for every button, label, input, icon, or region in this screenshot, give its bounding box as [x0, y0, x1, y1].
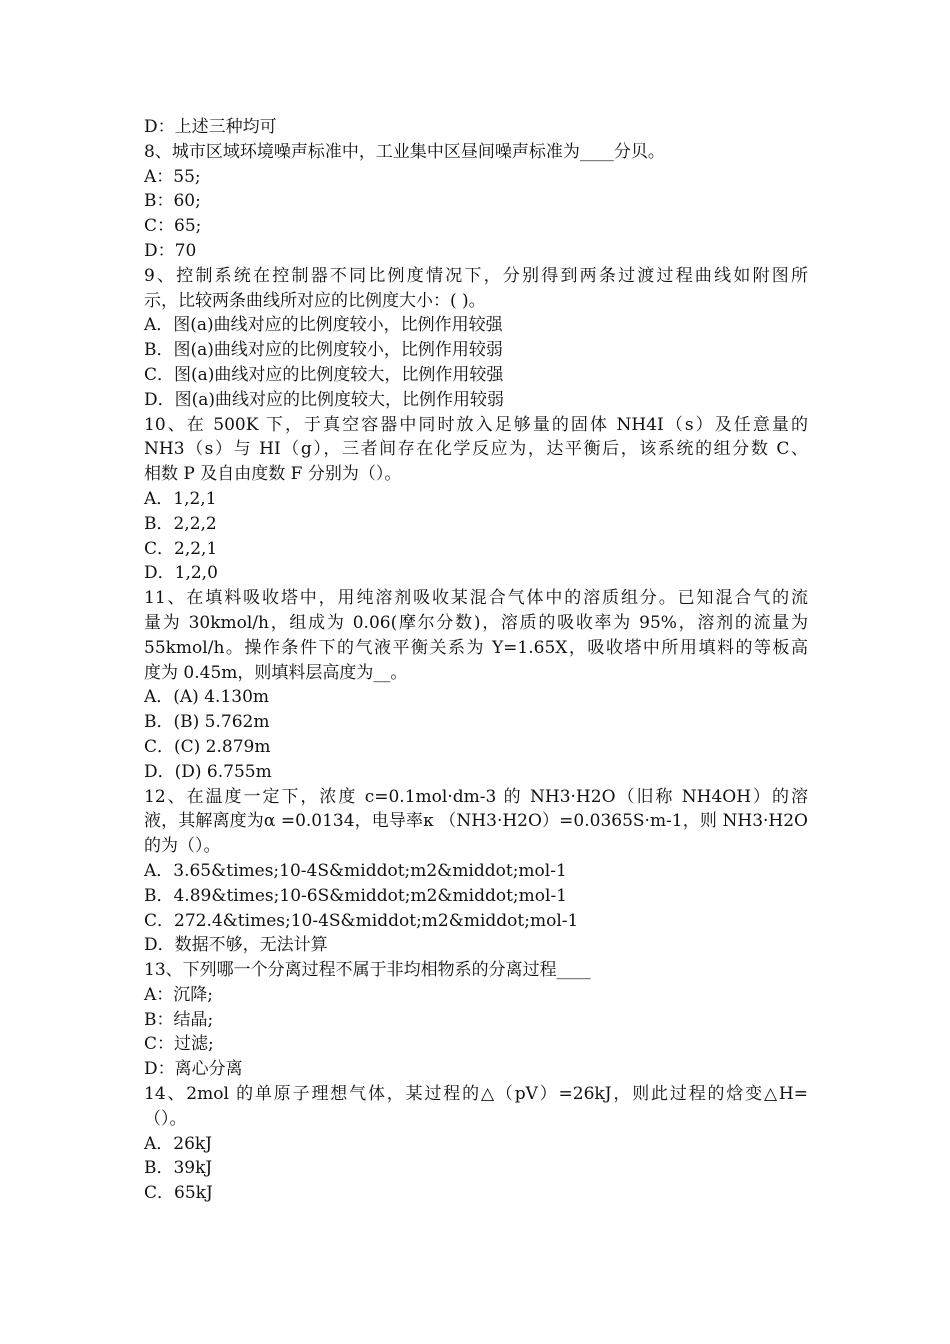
- answer-option-a: A：沉降;: [144, 984, 214, 1005]
- answer-option-c: C．(C) 2.879m: [144, 736, 271, 757]
- answer-option-d: D．1,2,0: [144, 563, 218, 584]
- question-12-line-2: 液，其解离度为α =0.0134，电导率κ （NH3·H2O）=0.0365S·m-1，则 NH3·H2O: [144, 811, 808, 832]
- answer-option-b: B：结晶;: [144, 1009, 214, 1030]
- answer-option-c: C：65;: [144, 216, 202, 237]
- question-9-line-2: 示，比较两条曲线所对应的比例度大小：( )。: [144, 290, 486, 311]
- question-10-line-1: 10、在 500K 下，于真空容器中同时放入足够量的固体 NH4I（s）及任意量的: [144, 414, 808, 435]
- question-10-line-3: 相数 P 及自由度数 F 分别为（）。: [144, 464, 402, 485]
- question-14-line-1: 14、2mol 的单原子理想气体，某过程的△（pV）=26kJ，则此过程的焓变△H=: [144, 1084, 808, 1105]
- answer-option-b: B．4.89&times;10-6S&middot;m2&middot;mol-1: [144, 885, 567, 906]
- question-11-line-4: 度为 0.45m，则填料层高度为__。: [144, 662, 408, 683]
- answer-option-c: C．2,2,1: [144, 538, 218, 559]
- answer-option-a: A．3.65&times;10-4S&middot;m2&middot;mol-1: [144, 860, 567, 881]
- answer-option-c: C．65kJ: [144, 1183, 213, 1204]
- answer-option-a: A：55;: [144, 166, 201, 187]
- answer-option-a: A．图(a)曲线对应的比例度较小，比例作用较强: [144, 315, 503, 336]
- answer-option-c: C．图(a)曲线对应的比例度较大，比例作用较强: [144, 364, 504, 385]
- answer-option-b: B．图(a)曲线对应的比例度较小，比例作用较弱: [144, 340, 503, 361]
- question-13: 13、下列哪一个分离过程不属于非均相物系的分离过程____: [144, 960, 591, 981]
- answer-option-a: A．26kJ: [144, 1133, 213, 1154]
- question-9-line-1: 9、控制系统在控制器不同比例度情况下，分别得到两条过渡过程曲线如附图所: [144, 265, 808, 286]
- answer-option-b: B．39kJ: [144, 1158, 213, 1179]
- answer-option-a: A．1,2,1: [144, 488, 217, 509]
- answer-option-d: D：70: [144, 240, 197, 261]
- document-body: [144, 115, 808, 1206]
- question-11-line-3: 55kmol/h。操作条件下的气液平衡关系为 Y=1.65X，吸收塔中所用填料的等板高: [144, 637, 808, 658]
- question-14-line-2: （）。: [144, 1108, 187, 1129]
- answer-option-d: D．数据不够，无法计算: [144, 935, 328, 956]
- answer-option-b: B：60;: [144, 191, 201, 212]
- answer-option-d: D：上述三种均可: [144, 117, 277, 137]
- question-8: 8、城市区域环境噪声标准中，工业集中区昼间噪声标准为____分贝。: [144, 141, 665, 162]
- answer-option-c: C：过滤;: [144, 1034, 214, 1055]
- answer-option-a: A．(A) 4.130m: [144, 687, 270, 708]
- question-11-line-2: 量为 30kmol/h，组成为 0.06(摩尔分数)，溶质的吸收率为 95%，溶剂的流量为: [144, 612, 808, 633]
- answer-option-d: D：离心分离: [144, 1059, 243, 1080]
- question-12-line-3: 的为（）。: [144, 836, 221, 857]
- answer-option-b: B．2,2,2: [144, 513, 217, 534]
- answer-option-b: B．(B) 5.762m: [144, 712, 270, 733]
- answer-option-d: D．图(a)曲线对应的比例度较大，比例作用较弱: [144, 389, 505, 410]
- question-11-line-1: 11、在填料吸收塔中，用纯溶剂吸收某混合气体中的溶质组分。已知混合气的流: [144, 588, 808, 609]
- question-12-line-1: 12、在温度一定下，浓度 c=0.1mol·dm-3 的 NH3·H2O（旧称 NH4OH）的溶: [144, 786, 808, 807]
- answer-option-d: D．(D) 6.755m: [144, 761, 272, 782]
- question-10-line-2: NH3（s）与 HI（g），三者间存在化学反应为，达平衡后，该系统的组分数 C、: [144, 439, 808, 460]
- answer-option-c: C．272.4&times;10-4S&middot;m2&middot;mol-1: [144, 910, 579, 931]
